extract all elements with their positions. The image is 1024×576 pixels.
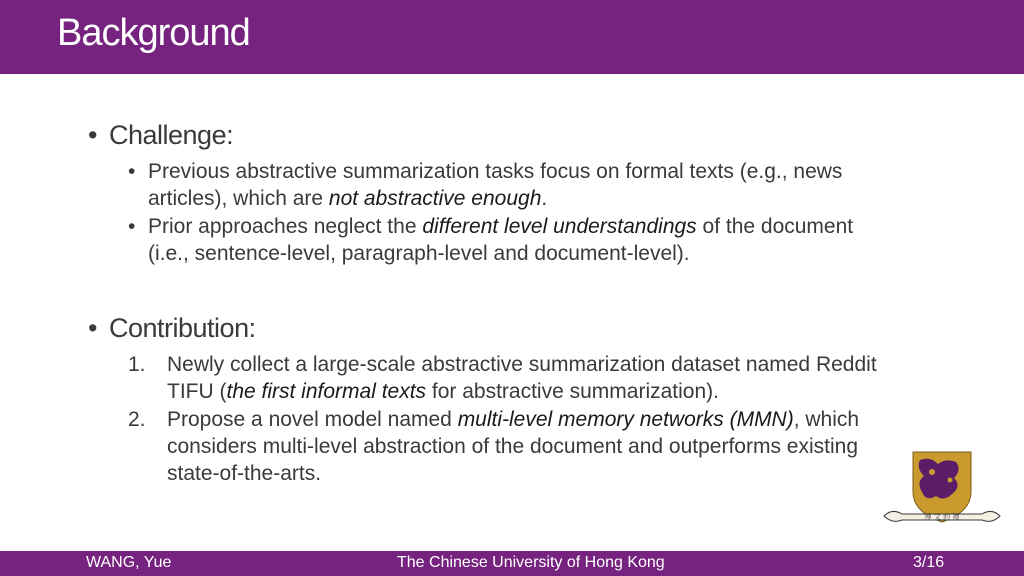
emphasis-text: multi-level memory networks (MMN) <box>457 408 794 431</box>
text-run: Newly collect a large-scale abstractive summarization dataset named Reddit TIFU ( <box>167 353 877 403</box>
emphasis-text: different level understandings <box>422 215 697 238</box>
footer-author: WANG, Yue <box>86 554 172 571</box>
text-run: of the document (i.e., sentence-level, paragraph-level and document-level). <box>148 215 854 265</box>
number-marker: 2. <box>128 408 146 431</box>
text-run: Prior approaches neglect the <box>148 215 423 238</box>
text-run: Previous abstractive summarization tasks focus on formal texts (e.g., news articles), which are <box>148 160 843 210</box>
bullet-dot: • <box>88 313 97 343</box>
challenge-item-1 <box>128 158 888 212</box>
bullet-marker: • <box>128 160 136 183</box>
challenge-item-2-text <box>148 213 888 267</box>
challenge-item-1-text <box>148 158 888 212</box>
challenge-heading: Challenge: <box>109 120 234 150</box>
footer-institution: The Chinese University of Hong Kong <box>397 554 665 571</box>
text-run: , which considers multi-level abstraction of the document and outperforms existing state-of-the-arts. <box>167 408 860 485</box>
emphasis-text: the first informal texts <box>226 380 427 403</box>
crest-motto: 博 文 約 禮 <box>924 513 960 521</box>
contribution-heading: Contribution: <box>109 313 256 343</box>
contribution-item-1-text <box>167 351 907 405</box>
cuhk-crest-icon <box>882 450 1002 534</box>
number-marker: 1. <box>128 353 146 376</box>
page-title: Background <box>57 12 250 54</box>
challenge-bullet <box>88 120 233 151</box>
contribution-item-2 <box>128 406 907 487</box>
text-run: . <box>541 187 548 210</box>
contribution-item-2-text <box>167 406 907 487</box>
challenge-item-2 <box>128 213 888 267</box>
text-run: for abstractive summarization). <box>426 380 719 403</box>
university-crest <box>882 450 1002 534</box>
contribution-bullet <box>88 313 256 344</box>
bullet-marker: • <box>128 215 136 238</box>
footer-bar <box>0 551 1024 576</box>
contribution-item-1 <box>128 351 907 405</box>
bullet-dot: • <box>88 120 97 150</box>
emphasis-text: not abstractive enough <box>328 187 542 210</box>
text-run: Propose a novel model named <box>167 408 458 431</box>
page-number: 3/16 <box>913 554 945 571</box>
